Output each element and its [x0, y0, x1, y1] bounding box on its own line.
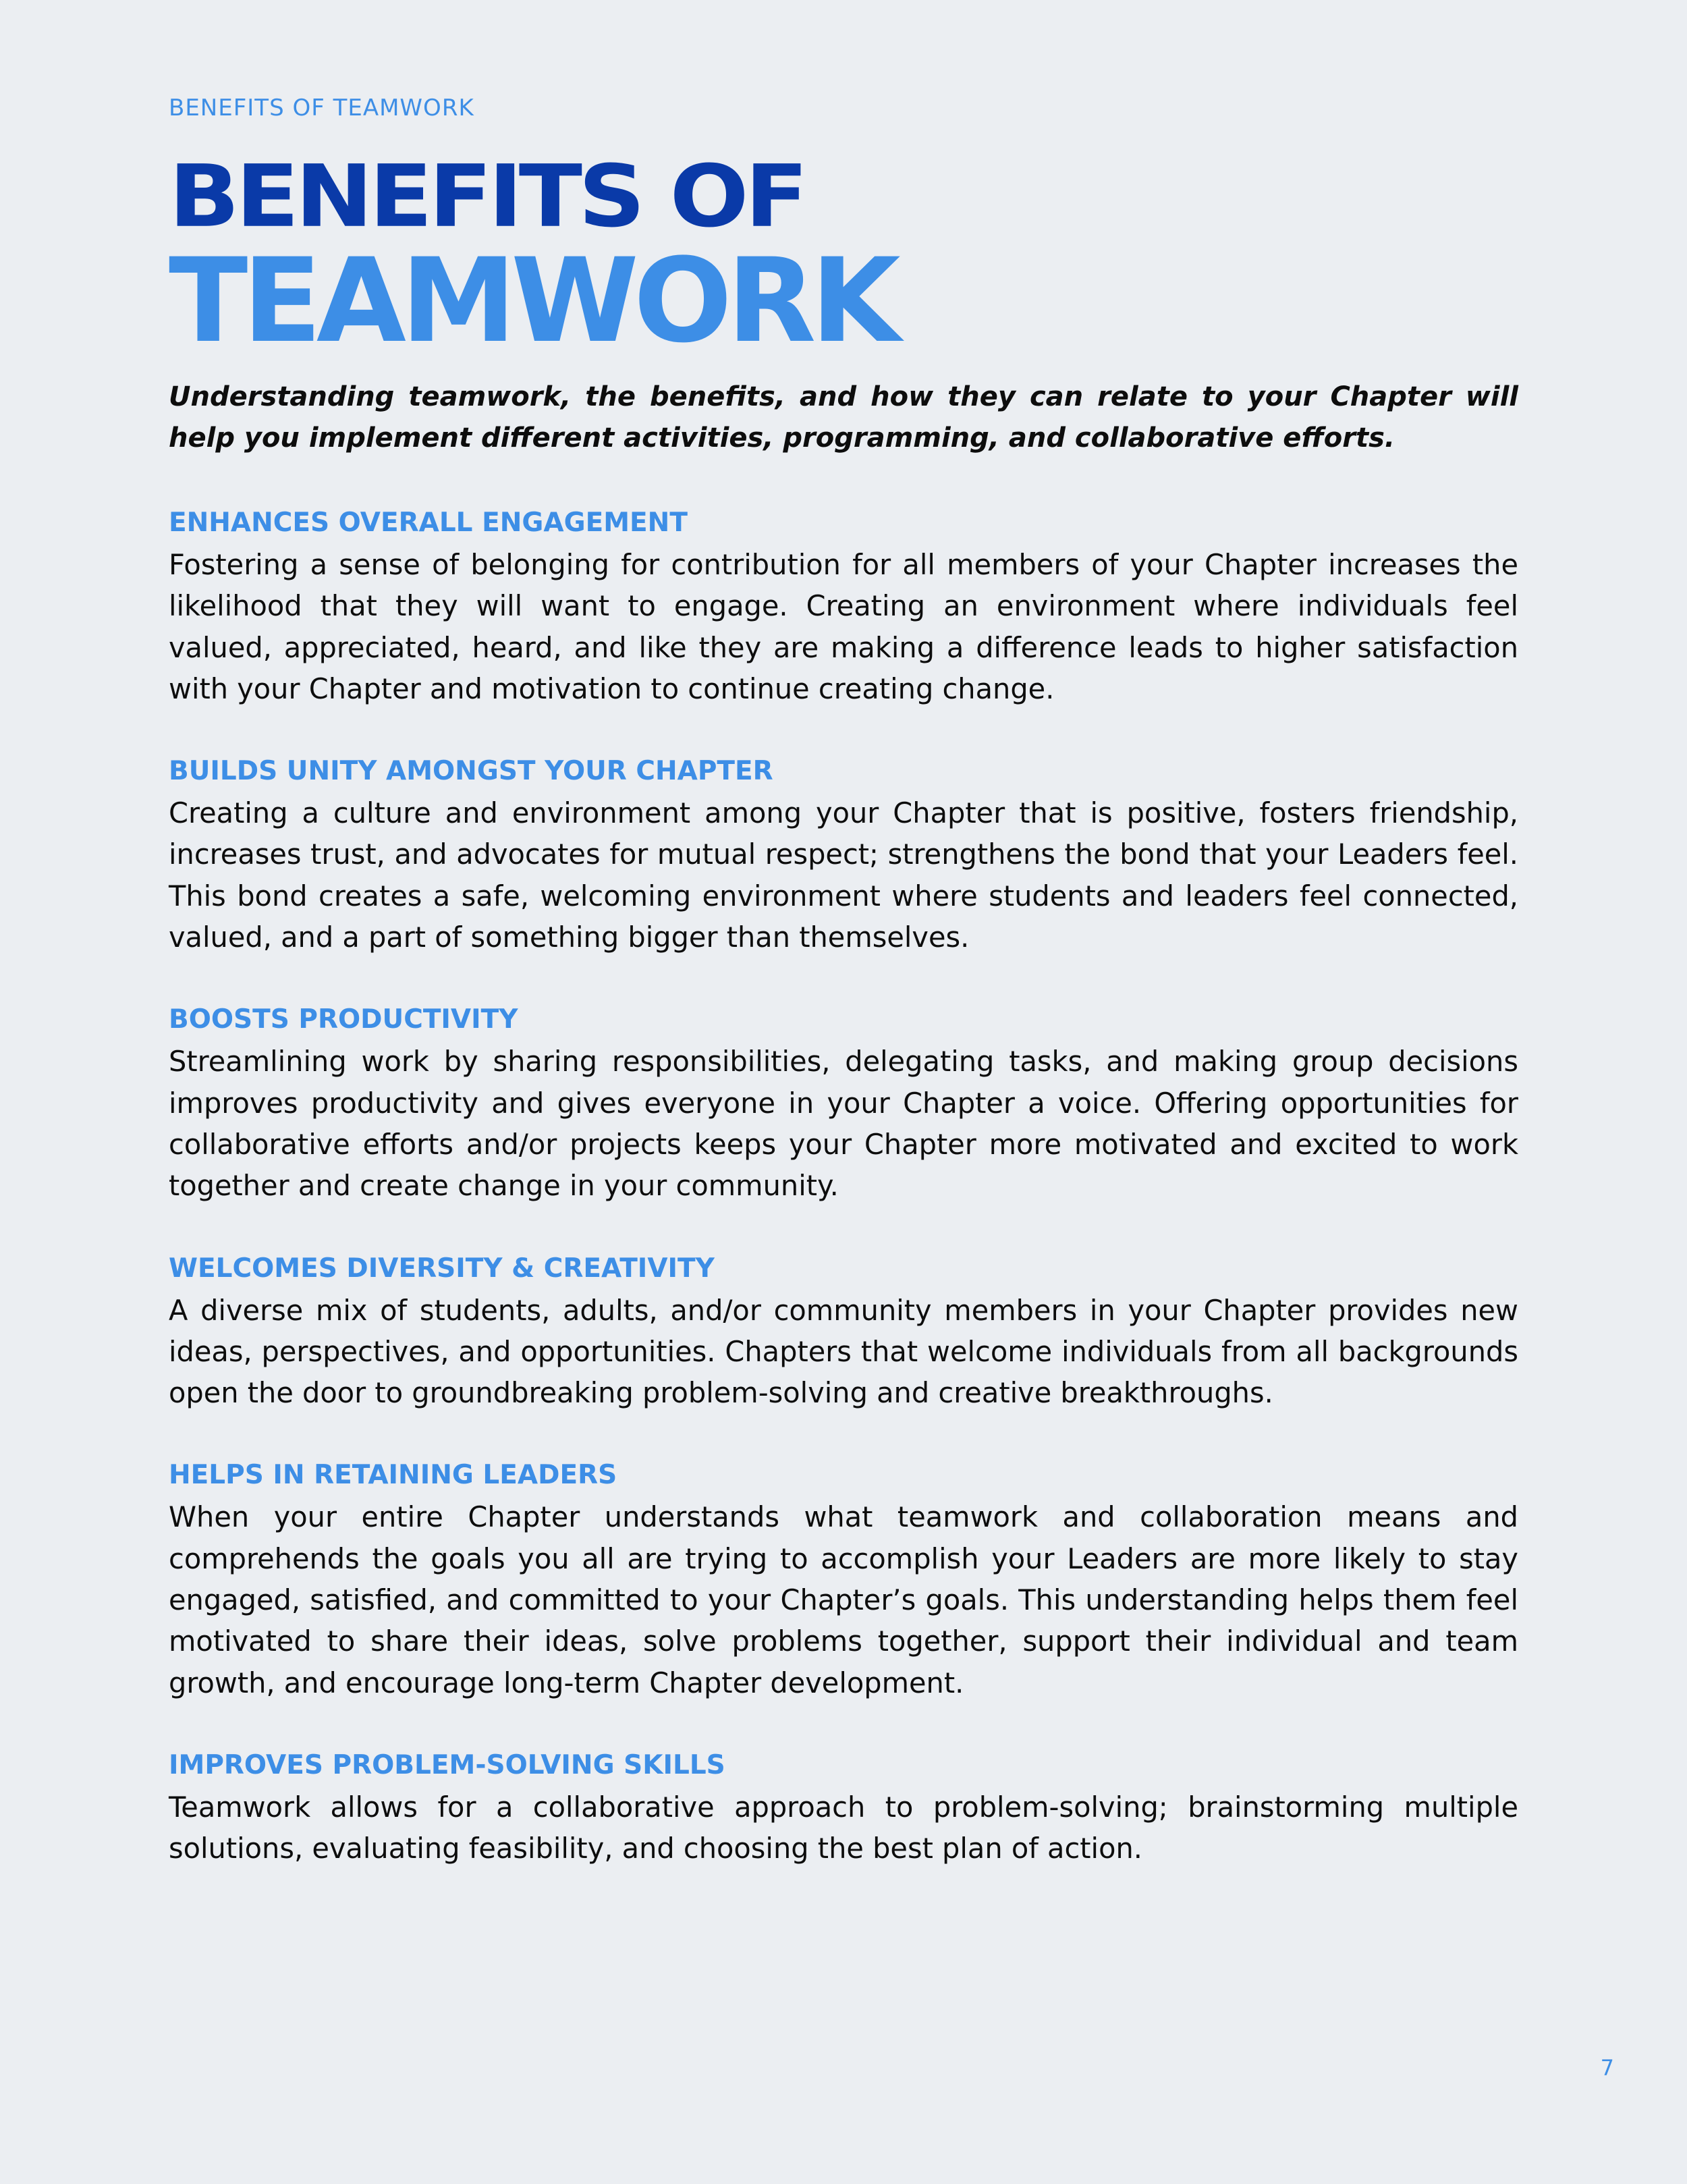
section-body: When your entire Chapter understands what teamwork and collaboration means and comprehends the goals you all are trying to accomplish your Leaders are more likely to stay engaged, satisfied, and committed to your Chapter’s goals. This understanding helps them feel motivated to share their ideas, solve problems together, support their individual and team growth, and encourage long-term Chapter development.	[169, 1500, 1518, 1699]
page-number: 7	[1600, 2055, 1614, 2081]
section-problem-solving	[169, 1745, 1518, 1869]
section-welcomes-diversity	[169, 1248, 1518, 1414]
section-body: Streamlining work by sharing responsibilities, delegating tasks, and making group decisions improves productivity and gives everyone in your Chapter a voice. Offering opportunities for collaborative efforts and/or projects keeps your Chapter more motivated and excited to work together and create change in your community.	[169, 1045, 1518, 1203]
benefits-list	[169, 502, 1518, 1911]
page-title-line-1: BENEFITS OF	[169, 146, 804, 247]
page-title-line-2: TEAMWORK	[169, 233, 895, 368]
document-page	[169, 0, 1518, 2184]
section-heading: BUILDS UNITY AMONGST YOUR CHAPTER	[169, 756, 773, 787]
intro-paragraph: Understanding teamwork, the benefits, and how they can relate to your Chapter will help you implement different activities, programming, and collaborative efforts.	[169, 381, 1518, 454]
section-body: Teamwork allows for a collaborative approach to problem-solving; brainstorming multiple solutions, evaluating feasibility, and choosing the best plan of action.	[169, 1790, 1518, 1865]
section-boosts-productivity	[169, 999, 1518, 1206]
section-heading: ENHANCES OVERALL ENGAGEMENT	[169, 508, 688, 538]
section-enhances-engagement	[169, 502, 1518, 709]
section-heading: WELCOMES DIVERSITY & CREATIVITY	[169, 1253, 715, 1284]
section-body: Creating a culture and environment among your Chapter that is positive, fosters friendship, increases trust, and advocates for mutual respect; strengthens the bond that your Leaders feel. This bond creates a safe, welcoming environment where students and leaders feel connected, valued, and a part of something bigger than themselves.	[169, 796, 1518, 954]
page-title	[169, 146, 895, 368]
section-heading: IMPROVES PROBLEM-SOLVING SKILLS	[169, 1749, 725, 1780]
section-heading: BOOSTS PRODUCTIVITY	[169, 1004, 518, 1035]
section-retaining-leaders	[169, 1454, 1518, 1703]
section-body: A diverse mix of students, adults, and/or community members in your Chapter provides new ideas, perspectives, and opportunities. Chapters that welcome individuals from all backgrounds open the door to groundbreaking problem-solving and creative breakthroughs.	[169, 1293, 1518, 1410]
section-heading: HELPS IN RETAINING LEADERS	[169, 1460, 617, 1491]
section-builds-unity	[169, 750, 1518, 958]
running-header: BENEFITS OF TEAMWORK	[169, 94, 474, 121]
section-body: Fostering a sense of belonging for contribution for all members of your Chapter increases the likelihood that they will want to engage. Creating an environment where individuals feel valued, appreciated, heard, and like they are making a difference leads to higher satisfaction with your Chapter and motivation to continue creating change.	[169, 548, 1518, 705]
